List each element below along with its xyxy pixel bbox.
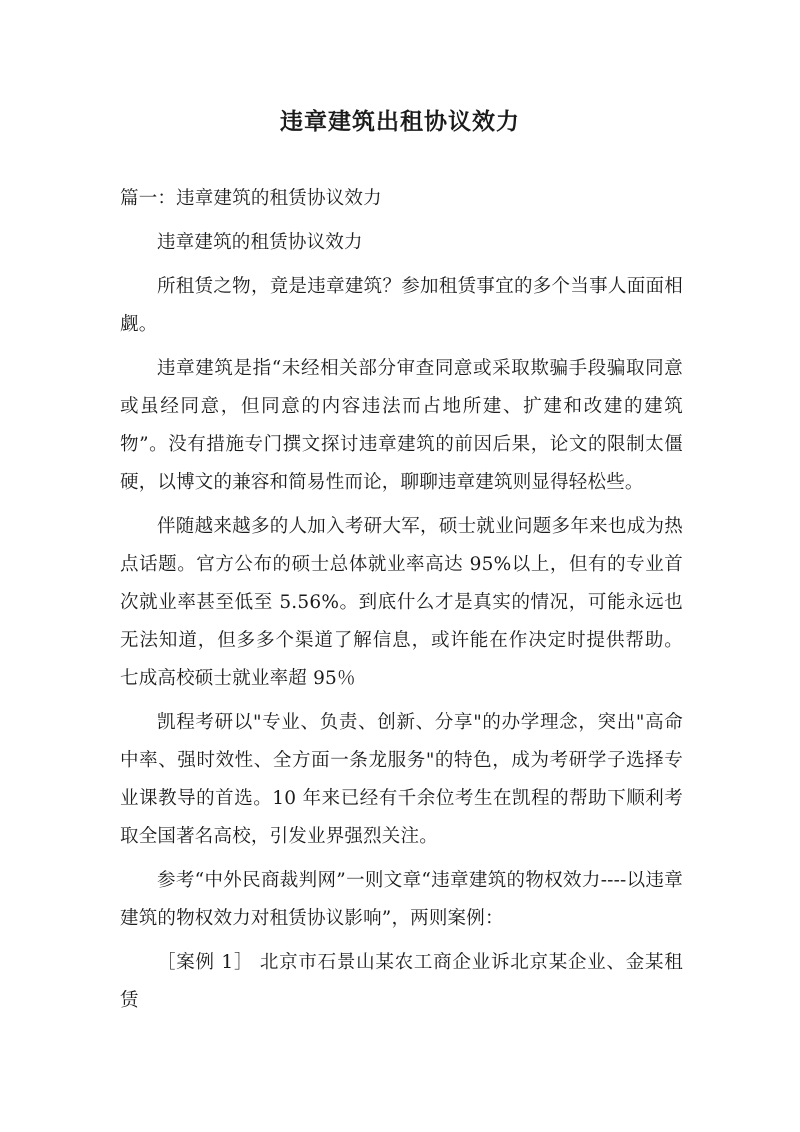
subheading: 违章建筑的租赁协议效力 [157, 232, 363, 253]
paragraph: 凯程考研以"专业、负责、创新、分享"的办学理念，突出"高命中率、强时效性、全方面一条龙服务"的特色，成为考研学子选择专业课教导的首选。10 年来已经有千余位考生在凯程的帮助下顺利考取全国著名高校，引发业界强烈关注。 [120, 712, 683, 847]
section-heading: 篇一：违章建筑的租赁协议效力 [120, 188, 382, 209]
paragraph: 参考“中外民商裁判网”一则文章“违章建筑的物权效力----以违章建筑的物权效力对租赁协议影响”，两则案例： [120, 870, 683, 929]
paragraph: 违章建筑是指“未经相关部分审查同意或采取欺骗手段骗取同意或虽经同意，但同意的内容违法而占地所建、扩建和改建的建筑物”。没有措施专门撰文探讨违章建筑的前因后果，论文的限制太僵硬，以博文的兼容和简易性而论，聊聊违章建筑则显得轻松些。 [120, 358, 683, 493]
case-paragraph: ［案例 1］ 北京市石景山某农工商企业诉北京某企业、金某租赁 [120, 952, 683, 1011]
paragraph: 所租赁之物，竟是违章建筑？参加租赁事宜的多个当事人面面相觑。 [120, 276, 683, 335]
paragraph: 伴随越来越多的人加入考研大军，硕士就业问题多年来也成为热点话题。官方公布的硕士总体就业率高达 95%以上，但有的专业首次就业率甚至低至 5.56%。到底什么才是真实的情况，可能永远也无法知道，但多多个渠道了解信息，或许能在作决定时提供帮助。 七成高校硕士就业率超 95％ [120, 516, 683, 689]
page-title: 违章建筑出租协议效力 [280, 108, 520, 135]
document-body [120, 180, 683, 1026]
